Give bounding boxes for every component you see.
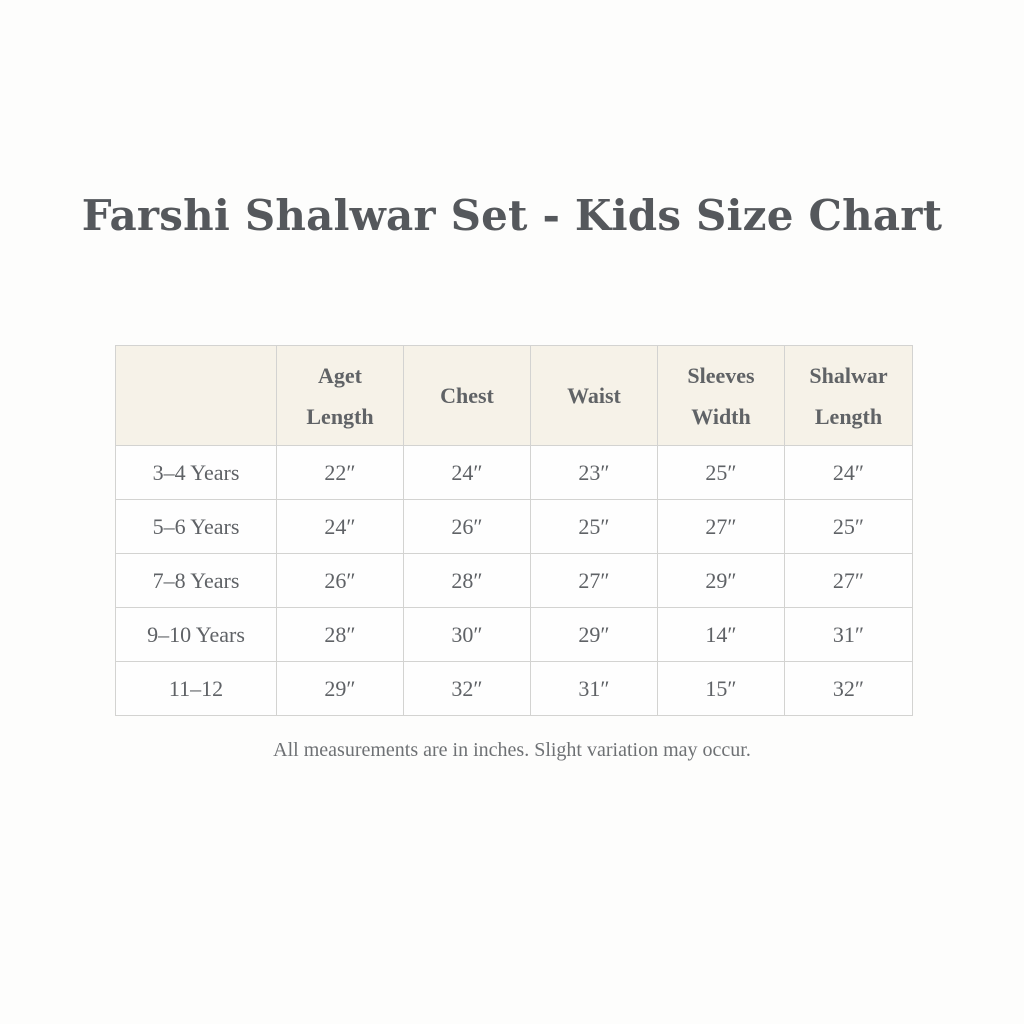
age-cell: 3–4 Years: [116, 446, 277, 500]
measurement-cell: 29″: [531, 608, 658, 662]
measurement-note: All measurements are in inches. Slight variation may occur.: [273, 739, 751, 761]
measurement-cell: 29″: [658, 554, 785, 608]
measurement-cell: 25″: [785, 500, 913, 554]
table-header-row: [116, 346, 913, 446]
table-row: [116, 608, 913, 662]
measurement-cell: 22″: [277, 446, 404, 500]
header-line: Width: [691, 403, 751, 429]
measurement-cell: 29″: [277, 662, 404, 716]
measurement-cell: 14″: [658, 608, 785, 662]
measurement-cell: 25″: [658, 446, 785, 500]
header-cell-sleeves-width: [658, 346, 785, 446]
header-cell-aget-length: [277, 346, 404, 446]
header-line: Chest: [440, 383, 494, 408]
header-line: Length: [814, 403, 883, 429]
age-cell: 11–12: [116, 662, 277, 716]
header-line: Length: [306, 403, 374, 429]
header-line: Shalwar: [809, 362, 888, 388]
header-line: Sleeves: [687, 362, 755, 388]
measurement-cell: 31″: [785, 608, 913, 662]
measurement-cell: 27″: [785, 554, 913, 608]
header-line: Aget: [318, 362, 362, 388]
measurement-cell: 28″: [404, 554, 531, 608]
table-row: [116, 500, 913, 554]
header-cell-shalwar-length: [785, 346, 913, 446]
measurement-cell: 27″: [658, 500, 785, 554]
measurement-cell: 30″: [404, 608, 531, 662]
size-chart-table: [115, 345, 913, 716]
age-cell: 9–10 Years: [116, 608, 277, 662]
measurement-cell: 24″: [785, 446, 913, 500]
table-row: [116, 662, 913, 716]
header-cell-chest: [404, 346, 531, 446]
measurement-cell: 27″: [531, 554, 658, 608]
measurement-cell: 32″: [785, 662, 913, 716]
measurement-cell: 23″: [531, 446, 658, 500]
measurement-cell: 15″: [658, 662, 785, 716]
measurement-cell: 24″: [277, 500, 404, 554]
age-cell: 5–6 Years: [116, 500, 277, 554]
table-row: [116, 554, 913, 608]
age-cell: 7–8 Years: [116, 554, 277, 608]
header-cell-age: [116, 346, 277, 446]
page-title: Farshi Shalwar Set - Kids Size Chart: [81, 191, 943, 240]
header-line: Waist: [567, 383, 621, 408]
table-row: [116, 446, 913, 500]
measurement-cell: 28″: [277, 608, 404, 662]
measurement-cell: 24″: [404, 446, 531, 500]
measurement-cell: 25″: [531, 500, 658, 554]
measurement-cell: 32″: [404, 662, 531, 716]
measurement-cell: 26″: [277, 554, 404, 608]
header-cell-waist: [531, 346, 658, 446]
measurement-cell: 26″: [404, 500, 531, 554]
measurement-cell: 31″: [531, 662, 658, 716]
